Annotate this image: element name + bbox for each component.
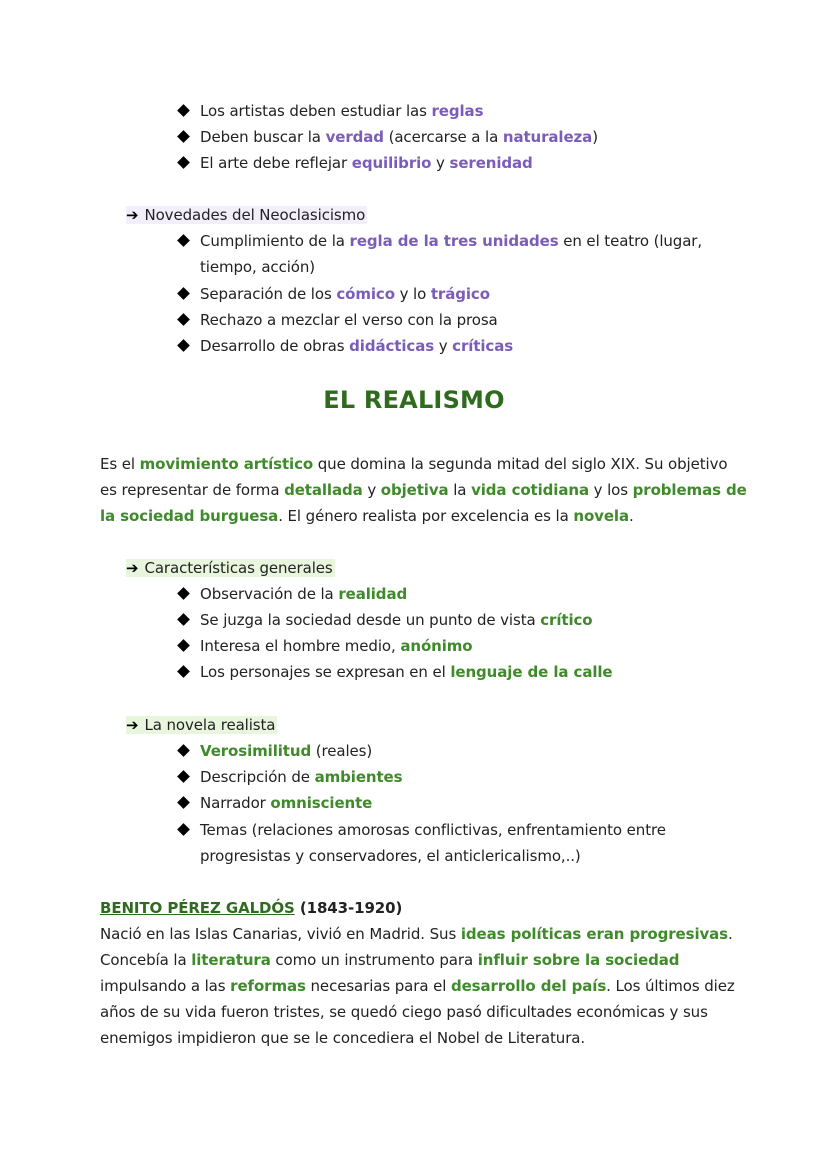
page-title: EL REALISMO (323, 386, 505, 414)
heading-text: La novela realista (144, 716, 276, 734)
paragraph-text: y los (588, 481, 633, 499)
paragraph-line (100, 921, 733, 947)
item-text: Los personajes se expresan en el (200, 663, 451, 681)
item-text: ) (592, 128, 598, 146)
diamond-bullet-icon (177, 665, 190, 678)
paragraph-text: enemigos impidieron que se le concediera el Nobel de Literatura. (100, 1029, 586, 1047)
paragraph-line (100, 503, 634, 529)
paragraph-text: . (628, 507, 634, 525)
keyword: detallada (284, 481, 363, 499)
diamond-bullet-icon (177, 639, 190, 652)
keyword: desarrollo del país (450, 977, 607, 995)
paragraph-text: como un instrumento para (270, 951, 478, 969)
paragraph-line (100, 973, 735, 999)
item-text: Se juzga la sociedad desde un punto de vista (200, 611, 541, 629)
arrow-right-icon: ➔ (126, 716, 139, 734)
item-text: y lo (394, 285, 431, 303)
keyword: novela (573, 507, 629, 525)
keyword: anónimo (400, 637, 473, 655)
keyword: didácticas (349, 337, 435, 355)
paragraph-line (100, 477, 747, 503)
heading-text: Novedades del Neoclasicismo (144, 206, 366, 224)
diamond-bullet-icon (177, 339, 190, 352)
arrow-right-icon: ➔ (126, 206, 139, 224)
diamond-bullet-icon (177, 287, 190, 300)
item-text: y (434, 337, 453, 355)
keyword: Verosimilitud (200, 742, 312, 760)
paragraph-text: . Los últimos diez (606, 977, 735, 995)
keyword: regla de la tres unidades (349, 232, 559, 250)
item-text: Narrador (200, 794, 271, 812)
paragraph-text: años de su vida fueron tristes, se quedó ciego pasó dificultades económicas y sus (100, 1003, 708, 1021)
section-heading-caracteristicas (126, 555, 335, 581)
item-text: Deben buscar la (200, 128, 326, 146)
author-name: BENITO PÉREZ GALDÓS (100, 899, 295, 917)
item-text: Temas (relaciones amorosas conflictivas, enfrentamiento entre (200, 821, 666, 839)
item-text: tiempo, acción) (200, 258, 316, 276)
diamond-bullet-icon (177, 770, 190, 783)
paragraph-line (100, 1025, 585, 1051)
keyword: omnisciente (270, 794, 373, 812)
paragraph-text: . (728, 925, 733, 943)
diamond-bullet-icon (177, 796, 190, 809)
author-years: (1843-1920) (294, 899, 403, 917)
section-heading-novela (126, 712, 277, 738)
item-text: Interesa el hombre medio, (200, 637, 401, 655)
diamond-bullet-icon (177, 613, 190, 626)
diamond-bullet-icon (177, 744, 190, 757)
paragraph-text: impulsando a las (100, 977, 231, 995)
item-text: (acercarse a la (383, 128, 503, 146)
item-text: progresistas y conservadores, el anticlericalismo,..) (200, 847, 581, 865)
keyword: lenguaje de la calle (450, 663, 613, 681)
keyword: reglas (431, 102, 484, 120)
diamond-bullet-icon (177, 104, 190, 117)
keyword: realidad (338, 585, 408, 603)
item-text: en el teatro (lugar, (558, 232, 703, 250)
author-heading (100, 895, 402, 921)
keyword: equilibrio (351, 154, 432, 172)
keyword: crítico (540, 611, 593, 629)
item-text: (reales) (311, 742, 373, 760)
paragraph-text: Concebía la (100, 951, 192, 969)
paragraph-line (100, 451, 727, 477)
item-text: Observación de la (200, 585, 339, 603)
paragraph-text: Es el (100, 455, 140, 473)
keyword: la sociedad burguesa (100, 507, 279, 525)
paragraph-text: Nació en las Islas Canarias, vivió en Madrid. Sus (100, 925, 461, 943)
item-text: El arte debe reflejar (200, 154, 352, 172)
diamond-bullet-icon (177, 130, 190, 143)
keyword: verdad (325, 128, 384, 146)
paragraph-text: es representar de forma (100, 481, 285, 499)
keyword: ideas políticas eran progresivas (460, 925, 729, 943)
item-text: Los artistas deben estudiar las (200, 102, 432, 120)
keyword: ambientes (314, 768, 403, 786)
keyword: objetiva (380, 481, 449, 499)
keyword: problemas de (632, 481, 747, 499)
keyword: vida cotidiana (471, 481, 589, 499)
paragraph-text: y (362, 481, 381, 499)
keyword: movimiento artístico (139, 455, 314, 473)
item-text: Separación de los (200, 285, 337, 303)
paragraph-text: . El género realista por excelencia es la (278, 507, 574, 525)
diamond-bullet-icon (177, 156, 190, 169)
item-text: Desarrollo de obras (200, 337, 350, 355)
item-text: Descripción de (200, 768, 315, 786)
item-text: y (431, 154, 450, 172)
diamond-bullet-icon (177, 823, 190, 836)
diamond-bullet-icon (177, 587, 190, 600)
paragraph-text: que domina la segunda mitad del siglo XIX. Su objetivo (313, 455, 728, 473)
heading-text: Características generales (144, 559, 333, 577)
keyword: cómico (336, 285, 395, 303)
section-heading-novedades (126, 202, 367, 228)
paragraph-line (100, 999, 708, 1025)
arrow-right-icon: ➔ (126, 559, 139, 577)
paragraph-line (100, 947, 679, 973)
item-text: Rechazo a mezclar el verso con la prosa (200, 311, 498, 329)
keyword: reformas (230, 977, 306, 995)
diamond-bullet-icon (177, 313, 190, 326)
keyword: críticas (452, 337, 514, 355)
keyword: trágico (430, 285, 490, 303)
paragraph-text: la (448, 481, 472, 499)
item-text: Cumplimiento de la (200, 232, 350, 250)
paragraph-text: necesarias para el (305, 977, 451, 995)
keyword: influir sobre la sociedad (477, 951, 680, 969)
diamond-bullet-icon (177, 234, 190, 247)
keyword: naturaleza (502, 128, 593, 146)
keyword: serenidad (449, 154, 533, 172)
keyword: literatura (191, 951, 271, 969)
